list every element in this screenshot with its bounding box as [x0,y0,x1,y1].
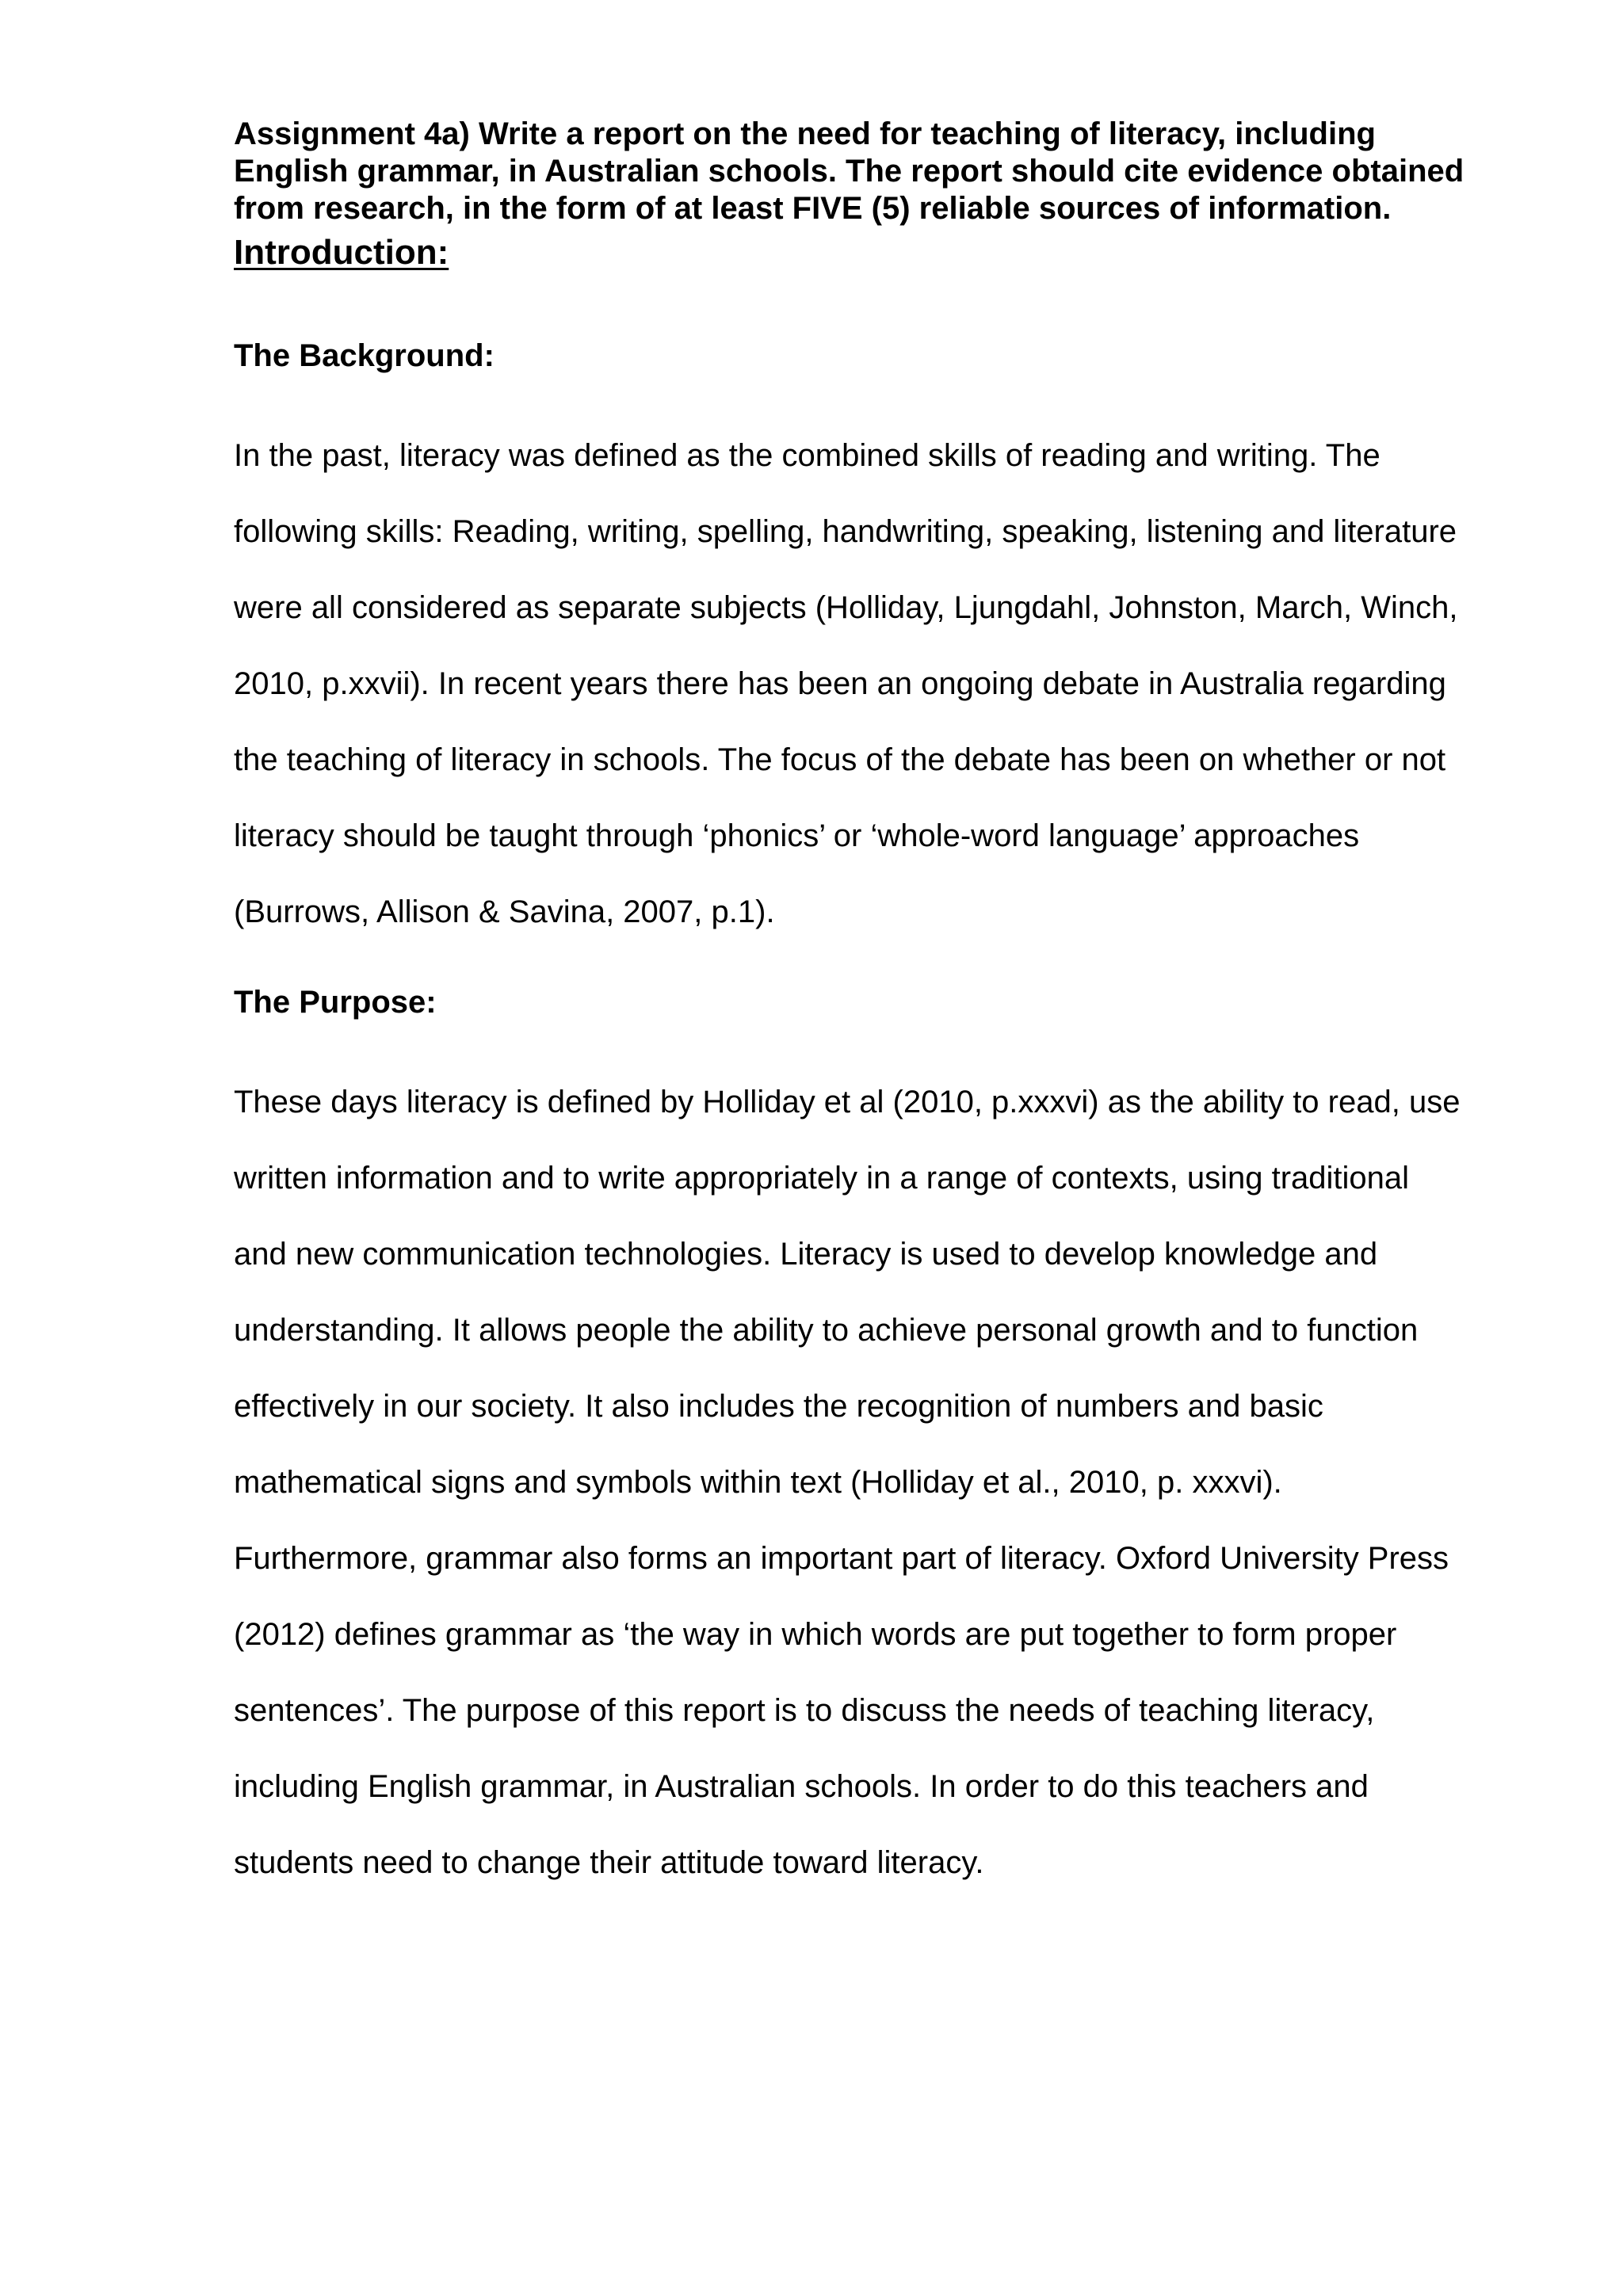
assignment-title-line: from research, in the form of at least FIVE (5) reliable sources of information. [234,191,1392,226]
paragraph-line: and new communication technologies. Literacy is used to develop knowledge and [234,1237,1378,1272]
paragraph-line: literacy should be taught through ‘phonics’ or ‘whole-word language’ approaches [234,818,1360,853]
paragraph-line: In the past, literacy was defined as the combined skills of reading and writing. The [234,438,1381,473]
background-heading: The Background: [234,338,495,373]
paragraph-line: (2012) defines grammar as ‘the way in which words are put together to form proper [234,1617,1397,1652]
paragraph-line: written information and to write appropriately in a range of contexts, using traditional [234,1161,1410,1196]
paragraph-line: students need to change their attitude toward literacy. [234,1845,984,1880]
paragraph-line: 2010, p.xxvii). In recent years there has been an ongoing debate in Australia regarding [234,666,1446,701]
introduction-heading: Introduction: [234,233,449,272]
purpose-heading: The Purpose: [234,985,437,1020]
paragraph-line: the teaching of literacy in schools. The focus of the debate has been on whether or not [234,742,1446,777]
paragraph-line: understanding. It allows people the ability to achieve personal growth and to function [234,1313,1419,1348]
paragraph-line: sentences’. The purpose of this report is to discuss the needs of teaching literacy, [234,1693,1375,1728]
assignment-title [234,116,1565,227]
paragraph-line: These days literacy is defined by Holliday et al (2010, p.xxxvi) as the ability to read, use [234,1085,1461,1119]
paragraph-line: mathematical signs and symbols within text (Holliday et al., 2010, p. xxxvi). [234,1465,1282,1500]
assignment-title-line: English grammar, in Australian schools. The report should cite evidence obtained [234,154,1465,189]
paragraph-line: Furthermore, grammar also forms an important part of literacy. Oxford University Press [234,1541,1449,1576]
paragraph-line: including English grammar, in Australian schools. In order to do this teachers and [234,1769,1369,1804]
paragraph-line: effectively in our society. It also includes the recognition of numbers and basic [234,1389,1323,1424]
purpose-paragraph [234,1064,1565,1901]
paragraph-line: following skills: Reading, writing, spelling, handwriting, speaking, listening and literature [234,514,1457,549]
paragraph-line: (Burrows, Allison & Savina, 2007, p.1). [234,894,775,929]
document-content [234,116,1565,1901]
assignment-title-line: Assignment 4a) Write a report on the need for teaching of literacy, including [234,116,1376,151]
paragraph-line: were all considered as separate subjects (Holliday, Ljungdahl, Johnston, March, Winch, [234,590,1458,625]
background-paragraph [234,418,1565,950]
